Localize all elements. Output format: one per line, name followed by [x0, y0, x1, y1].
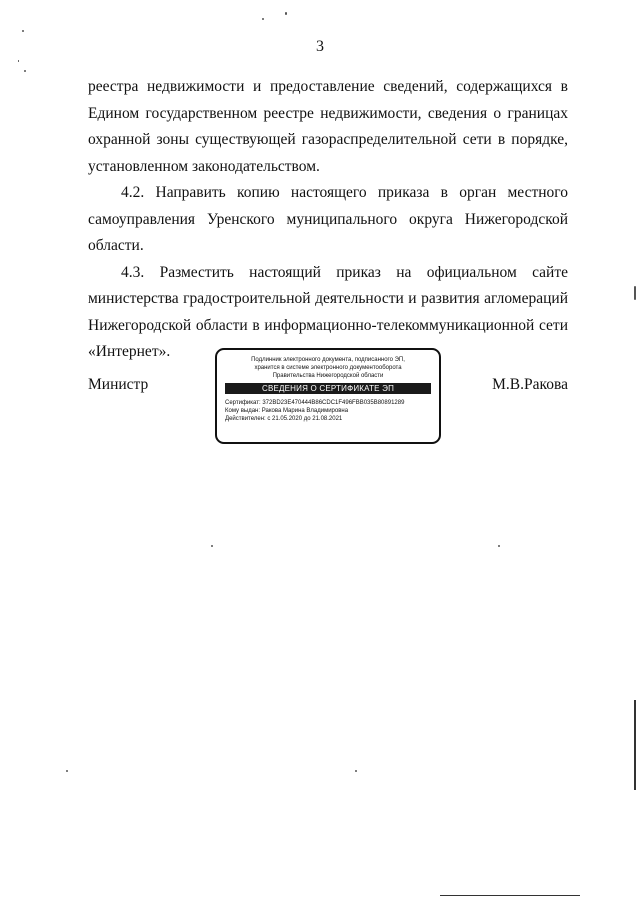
scan-speck: [211, 545, 213, 547]
scan-edge-line: [440, 895, 580, 896]
scan-speck: [285, 12, 287, 15]
scan-speck: [18, 60, 19, 62]
certificate-value: 372BD23E470444B86CDC1F496FBB035B80891289: [262, 400, 405, 406]
stamp-details: [225, 399, 431, 423]
scan-speck: [24, 70, 26, 72]
paragraph-4-3: 4.3. Разместить настоящий приказ на официальном сайте министерства градостроительной деятельности и развития агломераций Нижегородской области в информационно-телекоммуникационной сети «Интернет».: [88, 263, 568, 360]
scan-speck: [262, 18, 264, 20]
stamp-issued-to-row: [225, 407, 431, 415]
stamp-notice-line: Правительства Нижегородской области: [272, 373, 384, 379]
certificate-label: Сертификат:: [225, 400, 261, 406]
stamp-header: СВЕДЕНИЯ О СЕРТИФИКАТЕ ЭП: [225, 383, 431, 394]
paragraph-4-2: 4.2. Направить копию настоящего приказа в орган местного самоуправления Уренского муниципального округа Нижегородской области.: [88, 184, 568, 254]
issued-to-value: Ракова Марина Владимировна: [261, 408, 349, 414]
signer-name: М.В.Ракова: [492, 376, 568, 393]
scan-speck: [498, 545, 500, 547]
scan-edge-line: [634, 700, 636, 790]
scan-speck: [22, 30, 24, 32]
paragraph-continuation: реестра недвижимости и предоставление сведений, содержащихся в Едином государственном реестре недвижимости, сведения о границах охранной зоны существующей газораспределительной сети в порядке, установленном законодательством.: [88, 78, 568, 175]
stamp-notice-line: Подлинник электронного документа, подписанного ЭП,: [251, 357, 405, 363]
scan-speck: [634, 286, 636, 300]
scan-speck: [66, 770, 68, 772]
validity-value: с 21.05.2020 до 21.08.2021: [267, 416, 343, 422]
issued-to-label: Кому выдан:: [225, 408, 261, 414]
page-number: 3: [316, 38, 324, 55]
document-body: [88, 74, 568, 366]
stamp-certificate-row: [225, 399, 431, 407]
signer-title: Министр: [88, 376, 149, 393]
electronic-signature-stamp: [215, 348, 441, 444]
stamp-notice-line: хранится в системе электронного документооборота: [254, 365, 402, 371]
validity-label: Действителен:: [225, 416, 266, 422]
stamp-validity-row: [225, 415, 431, 423]
scan-speck: [355, 770, 357, 772]
